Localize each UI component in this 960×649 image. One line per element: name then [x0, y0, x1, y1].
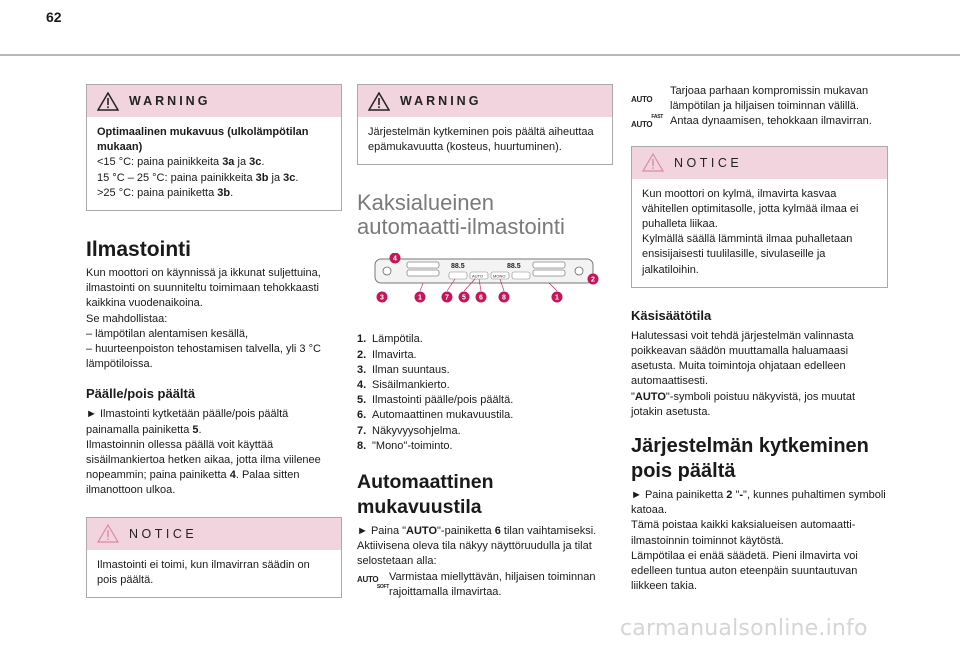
warning-header: [358, 85, 612, 117]
panel-display-right: 88.5: [507, 263, 521, 271]
warning-triangle-icon: [97, 92, 119, 111]
warning-body: [358, 117, 612, 164]
off-text-2: Tämä poistaa kaikki kaksialueisen automaatti-ilmastoinnin toiminnot käytöstä.: [631, 519, 856, 547]
notice-box: [631, 146, 888, 288]
warning-header: [87, 85, 341, 117]
ilmastointi-line: – huurteenpoiston tehostamisen talvella, yli 3 °C lämpötiloissa.: [86, 343, 321, 371]
function-list: [357, 332, 613, 454]
list-item: 8. "Mono"-toiminto.: [357, 439, 453, 452]
warning-heading: Optimaalinen mukavuus (ulkolämpötilan mukaan): [97, 126, 309, 154]
callout-8: 8: [502, 294, 506, 302]
callout-2: 2: [591, 276, 595, 284]
onoff-text: ► Ilmastointi kytketään päälle/pois päältä painamalla painiketta 5.: [86, 408, 289, 436]
off-text-3: Lämpötilaa ei enää säädetä. Pieni ilmavirta voi edelleen tuntua auton eteenpäin suuntautuvan liikkeen takia.: [631, 549, 858, 593]
warning-triangle-icon: [368, 92, 390, 111]
list-item: 6. Automaattinen mukavuustila.: [357, 409, 514, 422]
callout-7: 7: [445, 294, 449, 302]
warning-box: [86, 84, 342, 211]
auto-fast-icon: FAST AUTO: [631, 114, 663, 130]
warning-body: [87, 117, 341, 210]
auto-normal-text: Tarjoaa parhaan kompromissin mukavan lämpötilan ja hiljaisen toiminnan välillä.: [670, 85, 869, 113]
list-item: 2. Ilmavirta.: [357, 348, 417, 361]
warning-title: WARNING: [400, 94, 482, 108]
section-title-auto: Automaattinen mukavuustila: [357, 471, 494, 519]
onoff-text: Ilmastoinnin ollessa päällä voit käyttää sisäilmankiertoa hetken aikaa, jotta ilma viilenee nopeammin; paina painiketta 4. Palaa sitten ilmanottoon ulkoa.: [86, 438, 321, 497]
manual-text: Halutessasi voit tehdä järjestelmän valinnasta poikkeavan säädön muuttamalla haluamaasi asetusta. Muita toimintoja ohjataan edelleen automaattisesti.: [631, 329, 854, 388]
off-text: ► Paina painiketta 2 "-", kunnes puhaltimen symboli katoaa.: [631, 489, 886, 517]
warning-line: 15 °C – 25 °C: paina painikkeita 3b ja 3c.: [97, 171, 299, 184]
panel-display-left: 88.5: [451, 263, 465, 271]
notice-text: Ilmastointi ei toimi, kun ilmavirran säädin on pois päältä.: [97, 558, 310, 586]
notice-header: [632, 147, 887, 179]
section-title-onoff: Päälle/pois päältä: [86, 386, 196, 402]
callout-1b: 1: [555, 294, 559, 302]
notice-body: [87, 550, 341, 597]
warning-text: Järjestelmän kytkeminen pois päältä aiheuttaa epämukavuutta (kosteus, huurtuminen).: [368, 126, 594, 154]
header-rule: [0, 54, 960, 56]
notice-title: NOTICE: [674, 155, 743, 170]
section-title-manual: Käsisäätötila: [631, 307, 712, 323]
auto-fast-text: Antaa dynaamisen, tehokkaan ilmavirran.: [670, 115, 872, 128]
panel-mono-button: MONO: [493, 273, 506, 279]
auto-soft-icon: AUTO SOFT: [357, 574, 389, 590]
auto-text: ► Paina "AUTO"-painiketta 6 tilan vaihtamiseksi.: [357, 525, 597, 538]
climate-control-panel-illustration: [367, 253, 599, 311]
list-item: 5. Ilmastointi päälle/pois päältä.: [357, 394, 514, 407]
manual-text-2: "AUTO"-symboli poistuu näkyvistä, jos muutat jotakin asetusta.: [631, 390, 856, 418]
notice-triangle-icon: [642, 153, 664, 172]
notice-box: [86, 517, 342, 598]
callout-4: 4: [393, 255, 397, 263]
callout-1: 1: [418, 294, 422, 302]
ilmastointi-text: Kun moottori on käynnissä ja ikkunat suljettuina, ilmastointi on suunniteltu toimimaan tehokkaasti kaikkina vuodenaikoina.: [86, 267, 321, 310]
notice-header: [87, 518, 341, 550]
notice-text: Kylmällä säällä lämmintä ilmaa puhalletaan ensisijaisesti tuulilasille, sivulaseille ja jalkatiloihin.: [642, 233, 853, 276]
dual-zone-title: Kaksialueinen automaatti-ilmastointi: [357, 190, 565, 240]
auto-soft-row: [357, 570, 613, 600]
column-3: [631, 84, 888, 594]
watermark: carmanualsonline.info: [620, 616, 868, 641]
section-title-off: Järjestelmän kytkeminen pois päältä: [631, 435, 869, 483]
list-item: 1. Lämpötila.: [357, 333, 423, 346]
auto-normal-row: [631, 84, 888, 114]
auto-fast-row: [631, 114, 888, 129]
warning-line: <15 °C: paina painikkeita 3a ja 3c.: [97, 156, 265, 169]
notice-text: Kun moottori on kylmä, ilmavirta kasvaa vähitellen optimitasolle, jotta kylmää ilmaa ei puhalleta liikaa.: [642, 187, 859, 231]
callout-3: 3: [380, 294, 384, 302]
notice-triangle-icon: [97, 524, 119, 543]
ilmastointi-line: – lämpötilan alentamisen kesällä,: [86, 327, 249, 340]
warning-box: [357, 84, 613, 165]
column-1: [86, 84, 342, 618]
list-item: 7. Näkyvyysohjelma.: [357, 424, 461, 437]
panel-auto-button: AUTO: [472, 273, 484, 279]
callout-6: 6: [479, 294, 483, 302]
column-2: [357, 84, 613, 600]
notice-title: NOTICE: [129, 526, 198, 541]
auto-text-2: Aktiivisena oleva tila näkyy näyttöruudulla ja tilat selostetaan alla:: [357, 540, 592, 568]
ilmastointi-line: Se mahdollistaa:: [86, 312, 168, 325]
list-item: 4. Sisäilmankierto.: [357, 379, 450, 392]
section-title-ilmastointi: Ilmastointi: [86, 238, 192, 262]
notice-body: [632, 179, 887, 287]
page-number: 62: [46, 9, 62, 25]
auto-normal-icon: AUTO: [631, 95, 653, 104]
warning-title: WARNING: [129, 94, 211, 108]
warning-line: >25 °C: paina painiketta 3b.: [97, 186, 234, 199]
auto-soft-text: Varmistaa miellyttävän, hiljaisen toiminnan rajoittamalla ilmavirtaa.: [389, 570, 596, 598]
callout-5: 5: [462, 294, 466, 302]
list-item: 3. Ilman suuntaus.: [357, 363, 450, 376]
